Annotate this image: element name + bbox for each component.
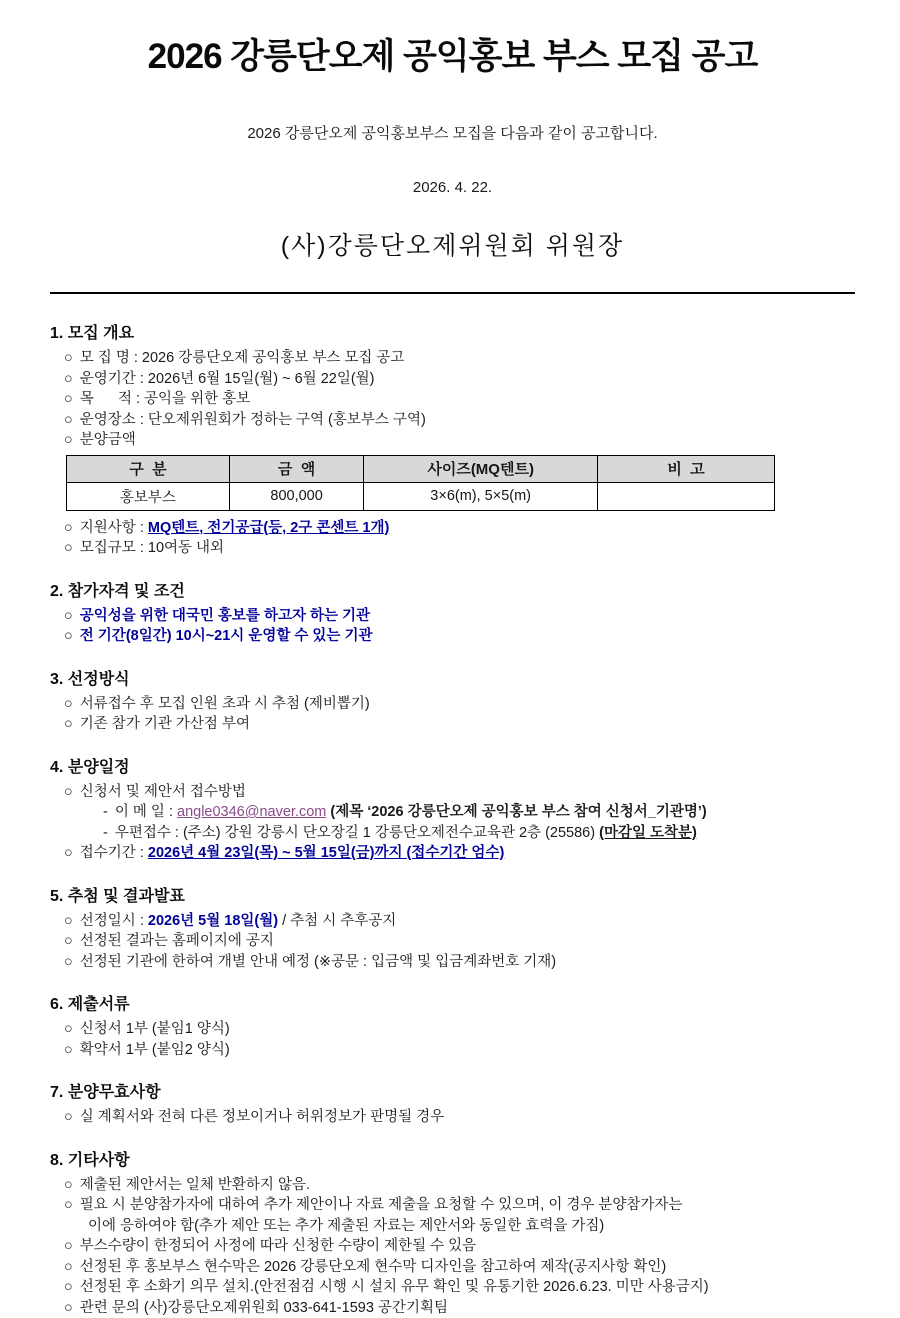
doc-line <box>50 843 855 864</box>
circle-bullet-icon: ○ <box>64 371 73 387</box>
doc-line <box>50 606 855 627</box>
text-run: 2026년 4월 23일(목) ~ 5월 15일(금)까지 (접수기간 엄수) <box>148 845 504 861</box>
pricing-table <box>66 455 775 511</box>
text-run: 선정된 결과는 홈페이지에 공지 <box>80 933 274 949</box>
section-2 <box>50 578 855 647</box>
doc-line <box>50 1277 855 1298</box>
section-heading: 5. 추첨 및 결과발표 <box>50 883 855 906</box>
dash-bullet-icon: - <box>103 825 108 841</box>
circle-bullet-icon: ○ <box>64 432 73 448</box>
doc-line <box>50 1236 855 1257</box>
doc-line <box>50 348 855 369</box>
text-run: 필요 시 분양참가자에 대하여 추가 제안이나 자료 제출을 요청할 수 있으며, 이 경우 분양참가자는 <box>80 1197 683 1213</box>
circle-bullet-icon: ○ <box>64 784 73 800</box>
circle-bullet-icon: ○ <box>64 608 73 624</box>
circle-bullet-icon: ○ <box>64 520 73 536</box>
table-cell: 3×6(m), 5×5(m) <box>364 482 598 510</box>
text-run: 신청서 및 제안서 접수방법 <box>80 784 246 800</box>
text-run: 목 적 : 공익을 위한 홍보 <box>80 391 250 407</box>
doc-line <box>50 410 855 431</box>
doc-line <box>50 1195 855 1216</box>
text-run: 분양금액 <box>80 432 136 448</box>
section-heading: 2. 참가자격 및 조건 <box>50 578 855 601</box>
circle-bullet-icon: ○ <box>64 845 73 861</box>
section-1 <box>50 320 855 559</box>
text-run: 신청서 1부 (붙임1 양식) <box>80 1021 230 1037</box>
text-run: 우편접수 : (주소) 강원 강릉시 단오장길 1 강릉단오제전수교육관 2층 (25586) <box>115 825 599 841</box>
text-run: 모 집 명 : 2026 강릉단오제 공익홍보 부스 모집 공고 <box>80 350 405 366</box>
table-header-cell: 구 분 <box>67 455 230 482</box>
circle-bullet-icon: ○ <box>64 1042 73 1058</box>
doc-line <box>50 911 855 932</box>
circle-bullet-icon: ○ <box>64 540 73 556</box>
circle-bullet-icon: ○ <box>64 1300 73 1316</box>
text-run: 공익성을 위한 대국민 홍보를 하고자 하는 기관 <box>80 608 370 624</box>
table-cell <box>597 482 774 510</box>
doc-line <box>50 802 855 823</box>
circle-bullet-icon: ○ <box>64 412 73 428</box>
doc-line <box>50 518 855 539</box>
doc-line <box>50 538 855 559</box>
table-header-row <box>67 455 775 482</box>
text-run: 서류접수 후 모집 인원 초과 시 추첨 (제비뽑기) <box>80 696 370 712</box>
text-run: 이 메 일 : <box>115 804 177 820</box>
text-run: 기존 참가 기관 가산점 부여 <box>80 716 250 732</box>
section-heading: 6. 제출서류 <box>50 991 855 1014</box>
circle-bullet-icon: ○ <box>64 350 73 366</box>
text-run: 선정된 후 홍보부스 현수막은 2026 강릉단오제 현수막 디자인을 참고하여 제작(공지사항 확인) <box>80 1259 666 1275</box>
section-heading: 8. 기타사항 <box>50 1147 855 1170</box>
text-run: 전 기간(8일간) 10시~21시 운영할 수 있는 기관 <box>80 628 373 644</box>
circle-bullet-icon: ○ <box>64 1109 73 1125</box>
text-run: 부스수량이 한정되어 사정에 따라 신청한 수량이 제한될 수 있음 <box>80 1238 476 1254</box>
circle-bullet-icon: ○ <box>64 913 73 929</box>
doc-line <box>50 1257 855 1278</box>
section-heading: 7. 분양무효사항 <box>50 1079 855 1102</box>
table-row <box>67 482 775 510</box>
text-run: (제목 ‘2026 강릉단오제 공익홍보 부스 참여 신청서_기관명’) <box>330 804 706 820</box>
text-run: 실 계획서와 전혀 다른 정보이거나 허위정보가 판명될 경우 <box>80 1109 444 1125</box>
doc-line <box>50 1216 855 1237</box>
text-run: 운영장소 : 단오제위원회가 정하는 구역 (홍보부스 구역) <box>80 412 426 428</box>
circle-bullet-icon: ○ <box>64 1021 73 1037</box>
table-header-cell: 사이즈(MQ텐트) <box>364 455 598 482</box>
circle-bullet-icon: ○ <box>64 1197 73 1213</box>
header-divider <box>50 292 855 294</box>
text-run: 운영기간 : 2026년 6월 15일(월) ~ 6월 22일(월) <box>80 371 375 387</box>
doc-line <box>50 1040 855 1061</box>
text-run: (마감일 도착분) <box>599 825 697 841</box>
circle-bullet-icon: ○ <box>64 1279 73 1295</box>
issuer-signature: (사)강릉단오제위원회 위원장 <box>50 226 855 262</box>
doc-line <box>50 369 855 390</box>
circle-bullet-icon: ○ <box>64 716 73 732</box>
document-header <box>50 36 855 294</box>
doc-line <box>50 952 855 973</box>
table-cell: 홍보부스 <box>67 482 230 510</box>
circle-bullet-icon: ○ <box>64 1238 73 1254</box>
doc-line <box>50 782 855 803</box>
circle-bullet-icon: ○ <box>64 391 73 407</box>
page-title: 2026 강릉단오제 공익홍보 부스 모집 공고 <box>50 36 855 78</box>
doc-line <box>50 931 855 952</box>
doc-line <box>50 823 855 844</box>
doc-line <box>50 694 855 715</box>
text-run: 선정된 후 소화기 의무 설치.(안전점검 시행 시 설치 유무 확인 및 유통기한 2026.6.23. 미만 사용금지) <box>80 1279 709 1295</box>
circle-bullet-icon: ○ <box>64 1177 73 1193</box>
text-run: 지원사항 : <box>80 520 148 536</box>
email-link[interactable]: angle0346@naver.com <box>177 804 326 820</box>
doc-line <box>50 714 855 735</box>
text-run: / 추첨 시 추후공지 <box>278 913 396 929</box>
text-run: 선정일시 : <box>80 913 148 929</box>
section-8 <box>50 1147 855 1318</box>
doc-line <box>50 430 855 451</box>
section-4 <box>50 754 855 864</box>
text-run: 제출된 제안서는 일체 반환하지 않음. <box>80 1177 310 1193</box>
table-header-cell: 금 액 <box>229 455 364 482</box>
text-run: 이에 응하여야 함(추가 제안 또는 추가 제출된 자료는 제안서와 동일한 효력을 가짐) <box>88 1218 604 1234</box>
section-3 <box>50 666 855 735</box>
circle-bullet-icon: ○ <box>64 628 73 644</box>
text-run: 모집규모 : 10여동 내외 <box>80 540 224 556</box>
doc-line <box>50 389 855 410</box>
section-heading: 4. 분양일정 <box>50 754 855 777</box>
text-run: 확약서 1부 (붙임2 양식) <box>80 1042 230 1058</box>
doc-line <box>50 626 855 647</box>
dash-bullet-icon: - <box>103 804 108 820</box>
section-6 <box>50 991 855 1060</box>
circle-bullet-icon: ○ <box>64 933 73 949</box>
document-body <box>50 320 855 1318</box>
text-run: MQ텐트, 전기공급(등, 2구 콘센트 1개) <box>148 520 389 536</box>
text-run: 접수기간 : <box>80 845 148 861</box>
table-header-cell: 비 고 <box>597 455 774 482</box>
doc-line <box>50 1019 855 1040</box>
text-run: 2026년 5월 18일(월) <box>148 913 278 929</box>
text-run: 선정된 기관에 한하여 개별 안내 예정 (※공문 : 입금액 및 입금계좌번호 기재) <box>80 954 556 970</box>
section-5 <box>50 883 855 973</box>
section-heading: 3. 선정방식 <box>50 666 855 689</box>
text-run: 관련 문의 (사)강릉단오제위원회 033-641-1593 공간기획팀 <box>80 1300 448 1316</box>
doc-line <box>50 1107 855 1128</box>
document-date: 2026. 4. 22. <box>50 179 855 196</box>
table-cell: 800,000 <box>229 482 364 510</box>
circle-bullet-icon: ○ <box>64 696 73 712</box>
section-7 <box>50 1079 855 1128</box>
circle-bullet-icon: ○ <box>64 954 73 970</box>
doc-line <box>50 1298 855 1318</box>
section-heading: 1. 모집 개요 <box>50 320 855 343</box>
circle-bullet-icon: ○ <box>64 1259 73 1275</box>
document-subtitle: 2026 강릉단오제 공익홍보부스 모집을 다음과 같이 공고합니다. <box>50 122 855 143</box>
doc-line <box>50 1175 855 1196</box>
